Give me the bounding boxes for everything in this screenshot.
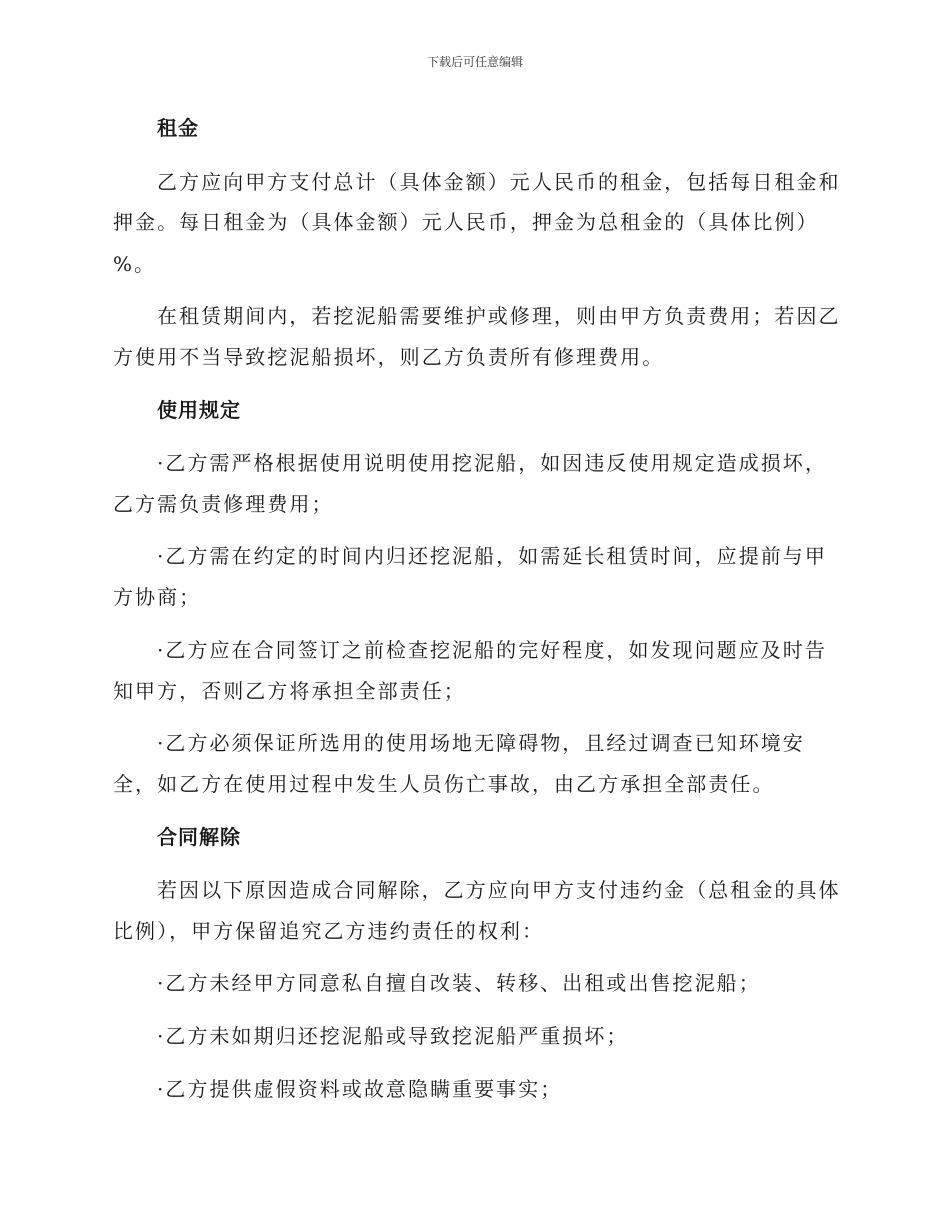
paragraph-line: 押金。每日租金为（具体金额）元人民币，押金为总租金的（具体比例）: [113, 210, 819, 234]
paragraph-line: 若因以下原因造成合同解除，乙方应向甲方支付违约金（总租金的具体: [157, 878, 841, 902]
paragraph-line: 比例），甲方保留追究乙方违约责任的权利：: [113, 919, 544, 943]
bullet-line: 知甲方，否则乙方将承担全部责任；: [113, 679, 466, 703]
bullet-line: 方协商；: [113, 585, 202, 609]
bullet-line: ·乙方未如期归还挖泥船或导致挖泥船严重损坏；: [157, 1024, 629, 1048]
page-header: 下载后可任意编辑: [426, 55, 523, 69]
paragraph-line: 在租赁期间内，若挖泥船需要维护或修理，则由甲方负责费用；若因乙: [157, 304, 841, 328]
bullet-line: 乙方需负责修理费用；: [113, 492, 334, 516]
paragraph-line: 乙方应向甲方支付总计（具体金额）元人民币的租金，包括每日租金和: [157, 170, 841, 194]
section-heading-rent: 租金: [157, 116, 199, 140]
bullet-line: ·乙方未经甲方同意私自擅自改装、转移、出租或出售挖泥船；: [157, 971, 761, 995]
section-heading-contract-termination: 合同解除: [157, 825, 241, 849]
section-heading-usage-rules: 使用规定: [157, 398, 241, 422]
bullet-line: ·乙方需在约定的时间内归还挖泥船，如需延长租赁时间，应提前与甲: [157, 544, 827, 568]
bullet-line: ·乙方需严格根据使用说明使用挖泥船，如因违反使用规定造成损坏，: [157, 451, 827, 475]
paragraph-line: 方使用不当导致挖泥船损坏，则乙方负责所有修理费用。: [113, 345, 665, 369]
bullet-line: ·乙方应在合同签订之前检查挖泥船的完好程度，如发现问题应及时告: [157, 638, 827, 662]
bullet-line: ·乙方提供虚假资料或故意隐瞒重要事实；: [157, 1077, 563, 1101]
bullet-line: 全，如乙方在使用过程中发生人员伤亡事故，由乙方承担全部责任。: [113, 772, 775, 796]
paragraph-line: %。: [113, 252, 157, 276]
bullet-line: ·乙方必须保证所选用的使用场地无障碍物，且经过调查已知环境安: [157, 731, 805, 755]
